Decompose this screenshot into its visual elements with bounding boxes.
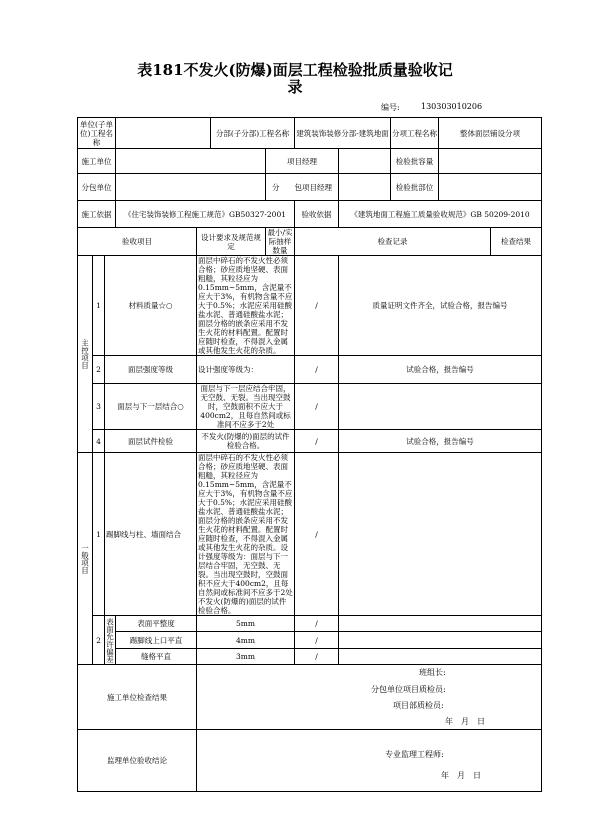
tolerance-sample: / [295,616,339,632]
tolerance-record [339,632,542,649]
serial-value: 130303010206 [421,102,483,111]
construction-date: 年 月 日 [445,717,485,726]
pm-label: 项目经理 [266,149,339,174]
main-group-label: 主控项目 [78,256,93,453]
tolerance-row [78,616,542,632]
general-item-design: 面层中碎石的不发火性必须合格；砂应质地坚硬、表面粗糙，其粒径应为0.15mm~5mm，含泥量不应大于3%，有机物含量不应大于0.5%；水泥应采用硅酸盐水泥、普通硅酸盐水泥；面层分格的嵌条应采用不发生火花的材料配置。配置时应随时检查，不得混入金属或其他发生火花的杂质。设计强度等级为：面层与下一层结合牢固，无空鼓、无裂。当出现空鼓时，空鼓面积不应大于400cm2，且每自然间或标准间不应多于2处不发火(防爆的)面层的试件检验合格。 [198,453,293,615]
main-item-sample: / [295,256,339,356]
main-item-record: 质量证明文件齐全，试验合格，报告编号 [339,256,542,356]
main-item-design: 面层中碎石的不发火性必须合格；砂应质地坚硬、表面粗糙，其粒径应为0.15mm~5mm，含泥量不应大于3%，有机物含量不应大于0.5%；水泥应采用硅酸盐水泥、普通硅酸盐水泥；面层分格的嵌条应采用不发生火花的材料配置。配置时应随时检查，不得混入金属或其他发生火花的杂质。 [197,256,295,356]
col-item-header: 验收项目 [78,228,197,256]
main-item-no: 3 [93,384,105,430]
general-item-name: 踢脚线与柱、墙面结合 [105,453,197,616]
general-item-2-no: 2 [93,616,105,665]
tolerance-record [339,616,542,632]
tolerance-value: 3mm [197,649,295,665]
main-item-name: 面层与下一层结合○ [105,384,197,430]
basis-label: 施工依据 [78,201,116,228]
construction-signature-area [197,665,542,730]
tolerance-sample: / [295,649,339,665]
main-item-name: 材料质量☆○ [105,256,197,356]
batch-qty-label: 检验批容量 [391,149,439,174]
tolerance-value: 4mm [197,632,295,649]
engineer-label: 专业监理工程师: [385,750,444,759]
document-title [0,62,590,96]
general-item-no: 1 [93,453,105,616]
sub-inspector-label: 分包单位项目质检员: [371,685,446,694]
tolerance-row [78,632,542,649]
main-item-record [339,384,542,430]
pm-value [339,149,391,174]
inspector-label: 项目部质检员: [393,701,444,710]
tolerance-group-label: 表面允许偏差 [105,617,115,663]
batch-qty-value [439,149,542,174]
general-item-sample: / [295,453,339,616]
main-item-row [78,256,542,356]
serial-label: 编号: [381,103,400,112]
item-label: 分项工程名称 [391,118,439,149]
tolerance-name: 表面平整度 [116,616,197,632]
acceptance-table [77,117,542,792]
col-record-header: 检查记录 [295,228,491,256]
main-item-row [78,384,542,430]
main-item-design: 不发火(防爆的)面层的试件检验合格。 [197,430,295,453]
unit-value [116,118,211,149]
general-item-row [78,453,542,616]
main-item-row [78,356,542,384]
main-item-sample: / [295,430,339,453]
contractor-value [116,149,266,174]
subunit-label: 分部(子分部)工程名称 [211,118,295,149]
subcontractor-value [116,174,266,201]
main-item-sample: / [295,356,339,384]
subunit-value: 建筑装饰装修分部-建筑地面 [295,118,391,149]
col-result-header: 检查结果 [491,228,542,256]
supervision-label: 监理单位验收结论 [78,730,197,792]
main-item-no: 2 [93,356,105,384]
supervision-row [78,730,542,792]
construction-check-row [78,665,542,730]
batch-part-value [439,174,542,201]
col-design-header: 设计要求及规范规定 [197,228,266,256]
main-item-record: 试验合格，报告编号 [339,356,542,384]
main-item-design: 面层与下一层应结合牢固，无空鼓、无裂。当出现空鼓时，空鼓面积不应大于400cm2，且每自然间或标准间不应多于2处 [197,384,295,430]
tolerance-name: 踢脚线上口平直 [116,632,197,649]
accept-basis-value: 《建筑地面工程施工质量验收规范》GB 50209-2010 [339,201,542,228]
main-item-sample: / [295,384,339,430]
main-item-no: 1 [93,256,105,356]
general-item-record [339,453,542,616]
main-item-no: 4 [93,430,105,453]
general-group-label: 一般项目 [78,453,93,665]
main-item-design: 设计强度等级为： [197,356,295,384]
title-line-2: 录 [287,78,303,96]
construction-check-label: 施工单位检查结果 [78,665,197,730]
subcontractor-label: 分包单位 [78,174,116,201]
basis-value: 《住宅装饰装修工程施工规范》GB50327-2001 [116,201,295,228]
title-line-1: 表181不发火(防爆)面层工程检验批质量验收记 [137,61,453,79]
sub-pm-label: 分 包项目经理 [266,174,339,201]
tolerance-row [78,649,542,665]
tolerance-record [339,649,542,665]
main-item-name: 面层试件检验 [105,430,197,453]
team-leader-label: 班组长: [419,668,446,677]
accept-basis-label: 验收依据 [295,201,339,228]
batch-part-label: 检验批部位 [391,174,439,201]
item-value: 整体面层铺设分项 [439,118,542,149]
sub-pm-value [339,174,391,201]
tolerance-value: 5mm [197,616,295,632]
tolerance-sample: / [295,632,339,649]
main-item-name: 面层强度等级 [105,356,197,384]
supervision-signature-area [197,730,542,792]
main-item-record: 试验合格，报告编号 [339,430,542,453]
main-item-row [78,430,542,453]
tolerance-name: 缝格平直 [116,649,197,665]
supervision-date: 年 月 日 [441,771,481,780]
contractor-label: 施工单位 [78,149,116,174]
unit-label: 单位(子单位)工程名称 [78,118,116,149]
col-sample-header: 最小/实际抽样数量 [267,228,293,255]
